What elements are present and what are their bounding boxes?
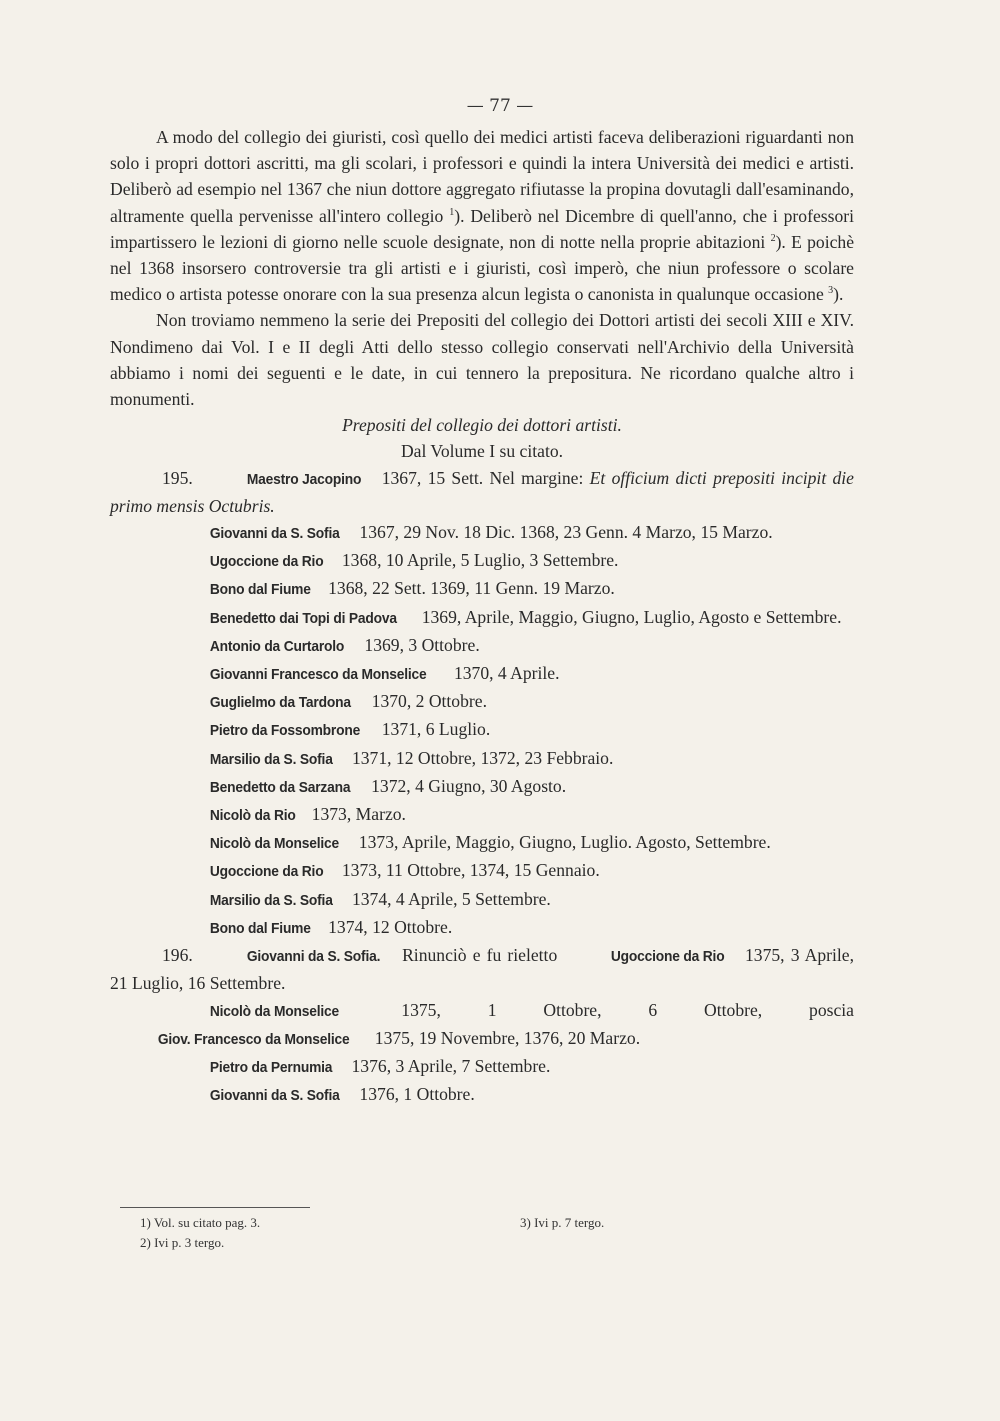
entry-dates: 1375, 3 Aprile, 21 Luglio, 16 Settembre. (110, 945, 854, 994)
entry-number: 196. (162, 945, 193, 966)
entry-dates: 1369, Aprile, Maggio, Giugno, Luglio, Agosto e Settembre. (417, 606, 842, 627)
preposito-name: Bono dal Fiume (209, 581, 311, 599)
entry-dates: 1372, 4 Giugno, 30 Agosto. (366, 775, 567, 796)
list-item (110, 942, 854, 996)
list-item (110, 575, 854, 603)
preposito-name: Giovanni Francesco da Monselice (209, 666, 427, 684)
entry-dates: Rinunciò e fu rieletto (395, 945, 564, 966)
preposito-name: Marsilio da S. Sofia (209, 750, 333, 768)
entry-number: 195. (162, 467, 193, 488)
list-item (110, 1053, 854, 1081)
preposito-name: Benedetto dai Topi di Padova (209, 609, 397, 627)
entry-dates: 1375, 19 Novembre, 1376, 20 Marzo. (370, 1027, 641, 1048)
preposito-name: Nicolò da Monselice (209, 835, 340, 853)
entry-dates: 1367, 15 Sett. Nel margine: (375, 467, 590, 488)
preposito-name: Maestro Jacopino (246, 470, 362, 488)
list-item (110, 660, 854, 688)
list-item (110, 688, 854, 716)
prepositi-list (110, 465, 854, 1110)
list-item (110, 914, 854, 942)
entry-dates: 1371, 12 Ottobre, 1372, 23 Febbraio. (347, 747, 614, 768)
preposito-name: Ugoccione da Rio (209, 863, 324, 881)
list-item (110, 547, 854, 575)
body-text (110, 124, 854, 1109)
section-title: Prepositi del collegio dei dottori artisti. (342, 415, 622, 436)
volume-line: Dal Volume I su citato. (400, 441, 564, 462)
entry-dates: 1374, 4 Aprile, 5 Settembre. (347, 888, 551, 909)
list-item (110, 465, 854, 519)
list-item (110, 997, 854, 1053)
preposito-name: Benedetto da Sarzana (209, 778, 351, 796)
list-item (110, 801, 854, 829)
preposito-name: Giovanni da S. Sofia. (246, 948, 381, 966)
preposito-name: Antonio da Curtarolo (209, 637, 345, 655)
footnote-2: 2) Ivi p. 3 tergo. (140, 1235, 225, 1250)
list-item (110, 1081, 854, 1109)
preposito-name: Nicolò da Rio (209, 807, 296, 825)
entry-dates: 1370, 4 Aprile. (449, 663, 560, 684)
preposito-name: Ugoccione da Rio (611, 948, 725, 966)
entry-dates: 1376, 1 Ottobre. (355, 1084, 475, 1105)
preposito-name: Bono dal Fiume (209, 919, 311, 937)
footnote-3: 3) Ivi p. 7 tergo. (520, 1215, 605, 1230)
preposito-name: Pietro da Pernumia (209, 1058, 333, 1076)
entry-dates: 1369, 3 Ottobre. (360, 634, 480, 655)
preposito-name: Ugoccione da Rio (209, 553, 324, 571)
preposito-name: Nicolò da Monselice (209, 1002, 340, 1020)
footnote-1: 1) Vol. su citato pag. 3. (140, 1215, 261, 1230)
list-item (110, 773, 854, 801)
list-item (110, 519, 854, 547)
list-item (110, 632, 854, 660)
list-item (110, 886, 854, 914)
entry-dates: 1373, Marzo. (307, 804, 406, 825)
entry-dates: 1373, 11 Ottobre, 1374, 15 Gennaio. (337, 860, 600, 881)
list-item (110, 745, 854, 773)
entry-dates: 1373, Aprile, Maggio, Giugno, Luglio. Agosto, Settembre. (354, 832, 771, 853)
preposito-name: Giov. Francesco da Monselice (157, 1030, 350, 1048)
entry-dates: 1374, 12 Ottobre. (323, 916, 453, 937)
entry-dates: 1368, 22 Sett. 1369, 11 Genn. 19 Marzo. (323, 578, 615, 599)
preposito-name: Marsilio da S. Sofia (209, 891, 333, 909)
list-item (110, 604, 854, 632)
entry-dates: 1371, 6 Luglio. (377, 719, 491, 740)
footnote-ref-2[interactable]: 2 (770, 232, 776, 244)
entry-dates: 1376, 3 Aprile, 7 Settembre. (347, 1055, 551, 1076)
footnote-divider (120, 1207, 310, 1208)
paragraph-2: Non troviamo nemmeno la serie dei Prepositi del collegio dei Dottori artisti dei secoli XIII e XIV. Nondimeno dai Vol. I e II degli Atti dello stesso collegio conservati nell'Archivio della Università abbiamo i nomi dei seguenti e le date, in cui tennero la prepositura. Ne ricordano qualche altro i monumenti. (110, 310, 854, 410)
page-number: — 77 — (466, 96, 534, 116)
list-item (110, 857, 854, 885)
entry-note: Et officium dicti prepositi incipit die primo mensis Octubris. (110, 467, 854, 516)
preposito-name: Giovanni da S. Sofia (209, 1087, 340, 1105)
entry-dates: 1368, 10 Aprile, 5 Luglio, 3 Settembre. (337, 550, 619, 571)
footnotes (140, 1213, 840, 1253)
preposito-name: Pietro da Fossombrone (209, 722, 361, 740)
preposito-name: Giovanni da S. Sofia (209, 525, 340, 543)
footnote-ref-1[interactable]: 1 (449, 206, 455, 218)
entry-dates: 1370, 2 Ottobre. (367, 691, 487, 712)
paragraph-1: A modo del collegio dei giuristi, così quello dei medici artisti faceva deliberazioni riguardanti non solo i propri dottori ascritti, ma gli scolari, i professori e quindi la intera Università dei medici e artisti. Deliberò ad esempio nel 1367 che niun dottore aggregato rifiutasse la propina dovutagli dall'esaminando, altramente quella pervenisse all'intero collegio $^1$). Deliberò nel Dicembre di quell'anno, che i professori impartissero le lezioni di giorno nelle scuole designate, non di notte nella proprie abitazioni $^2$). E poichè nel 1368 insorsero controversie tra gli artisti e i giuristi, così imperò, che niun professore o scolare medico o artista potesse onorare con la sua presenza alcun legista o canonista in qualunque occasione $^3$). (110, 127, 855, 305)
entry-dates: 1375, 1 Ottobre, 6 Ottobre, poscia (354, 999, 854, 1020)
footnote-ref-3[interactable]: 3 (828, 285, 834, 297)
entry-dates: 1367, 29 Nov. 18 Dic. 1368, 23 Genn. 4 Marzo, 15 Marzo. (355, 522, 773, 543)
preposito-name: Guglielmo da Tardona (209, 694, 351, 712)
list-item (110, 716, 854, 744)
list-item (110, 829, 854, 857)
